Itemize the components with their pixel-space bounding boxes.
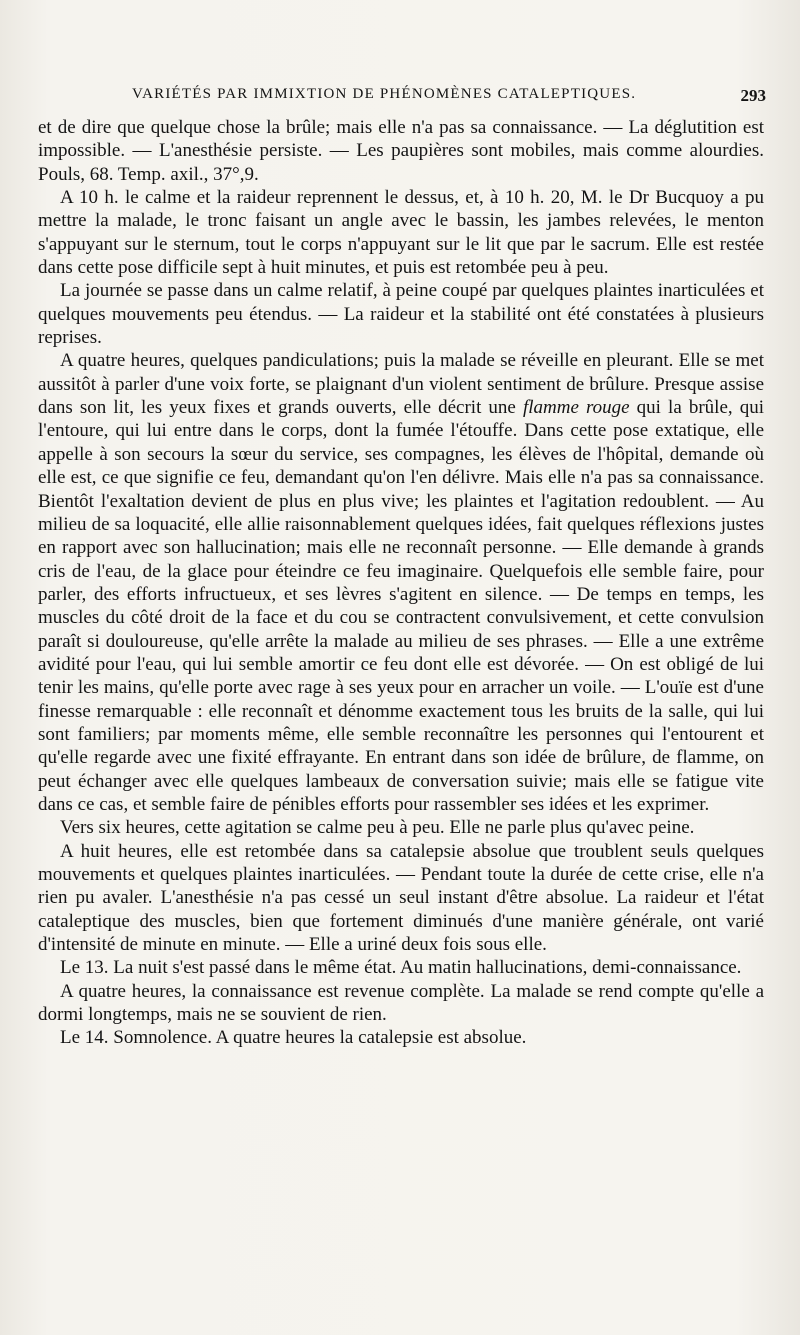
paragraph-le-13: Le 13. La nuit s'est passé dans le même état. Au matin hallucinations, demi-connaissance. <box>60 957 742 979</box>
paragraph-six-heures: Vers six heures, cette agitation se calme peu à peu. Elle ne parle plus qu'avec peine. <box>60 817 695 839</box>
running-head: VARIÉTÉS PAR IMMIXTION DE PHÉNOMÈNES CATALEPTIQUES. <box>132 86 637 102</box>
paragraph-10h: A 10 h. le calme et la raideur reprennent le dessus, et, à 10 h. 20, M. le Dr Bucquoy a pu mettre la malade, le tronc faisant un angle avec le bassin, les jambes relevées, le menton s'appuyant sur le sternum, tout le corps n'appuyant sur le lit que par le sacrum. Elle est restée dans cette pose difficile sept à huit minutes, et puis est retombée peu à peu. <box>38 187 764 279</box>
paragraph-text-before-italic: A quatre heures, quelques pandiculations; puis la malade se réveille en pleurant. Elle se met aussitôt à parler d'une voix forte, se plaignant d'un violent sentiment de brûlure. Presque assise dans son lit, les yeux fixes et grands ouverts, elle décrit une <box>38 350 764 419</box>
paragraph-quatre-heures-hallucination <box>38 349 764 816</box>
italic-phrase: flamme rouge <box>522 397 630 419</box>
paragraph-continuation: et de dire que quelque chose la brûle; mais elle n'a pas sa connaissance. — La déglutition est impossible. — L'anesthésie persiste. — Les paupières sont mobiles, mais comme alourdies. Pouls, 68. Temp. axil., 37°,9. <box>38 117 764 185</box>
paragraph-quatre-heures-connaissance: A quatre heures, la connaissance est revenue complète. La malade se rend compte qu'elle a dormi longtemps, mais ne se souvient de rien. <box>38 980 764 1026</box>
paragraph-text-after-italic: qui la brûle, qui l'entoure, qui lui entre dans le corps, dont la fumée l'étouffe. Dans cette pose extatique, elle appelle à son secours la sœur du service, ses compagnes, les élèves de l'hôpital, demande où elle est, ce que signifie ce feu, demandant qu'on l'en délivre. Mais elle n'a pas sa connaissance. Bientôt l'exaltation devient de plus en plus vive; les plaintes et l'agitation redoublent. — Au milieu de sa loquacité, elle allie raisonnablement quelques idées, fait quelques réflexions justes en rapport avec son hallucination; mais elle ne reconnaît personne. — Elle demande à grands cris de l'eau, de la glace pour éteindre ce feu imaginaire. Quelquefois elle semble faire, pour parler, des efforts infructueux, et ses lèvres s'agitent en silence. — De temps en temps, les muscles du côté droit de la face et du cou se contractent convulsivement, et cette convulsion paraît si douloureuse, qu'elle arrête la malade au milieu de ses phrases. — Elle a une extrême avidité pour l'eau, qui lui semble amortir ce feu dont elle est dévorée. — On est obligé de lui tenir les mains, qu'elle porte avec rage à ses yeux pour en arracher un voile. — L'ouïe est d'une finesse remarquable : elle reconnaît et dénomme exactement tous les bruits de la salle, qui lui sont familiers; par moments même, elle semble reconnaître les personnes qui l'entourent et qu'elle regarde avec une fixité effrayante. En entrant dans son idée de brûlure, de flamme, on peut échanger avec elle quelques lambeaux de conversation suivie; mais elle se fatigue vite dans ce cas, et semble faire de pénibles efforts pour rassembler ses idées et les exprimer. <box>38 397 764 815</box>
page-number: 293 <box>740 86 766 105</box>
body-text <box>38 116 764 1050</box>
paragraph-huit-heures: A huit heures, elle est retombée dans sa catalepsie absolue que troublent seuls quelques mouvements et quelques plaintes inarticulées. — Pendant toute la durée de cette crise, elle n'a rien pu avaler. L'anesthésie n'a pas cessé un seul instant d'être absolue. La raideur et l'état cataleptique des muscles, bien que fortement diminués d'une manière générale, ont varié d'intensité de minute en minute. — Elle a uriné deux fois sous elle. <box>38 840 764 956</box>
paragraph-journee: La journée se passe dans un calme relatif, à peine coupé par quelques plaintes inarticulées et quelques mouvements peu étendus. — La raideur et la stabilité ont été constatées à plusieurs reprises. <box>38 280 764 349</box>
page-header <box>60 86 770 110</box>
paragraph-le-14: Le 14. Somnolence. A quatre heures la catalepsie est absolue. <box>60 1027 527 1049</box>
